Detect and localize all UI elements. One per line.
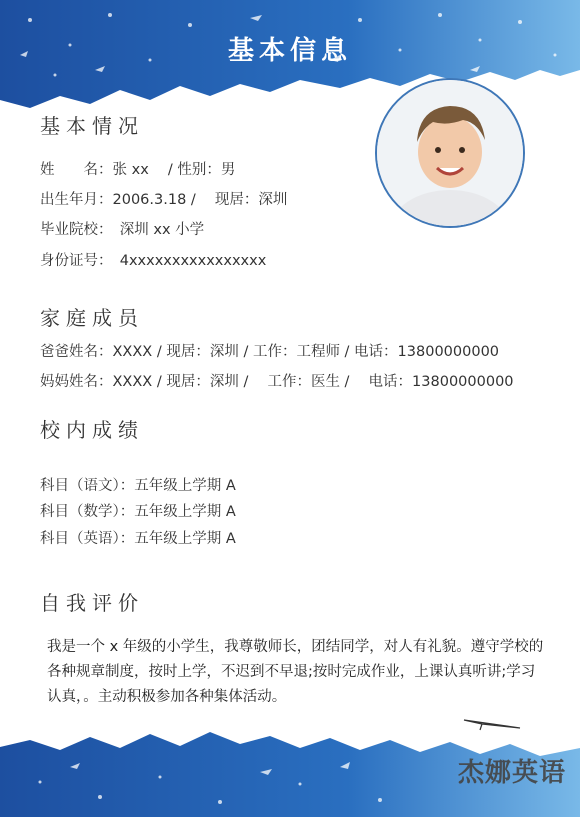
section-heading-basic: 基本情况 xyxy=(40,114,144,138)
family-member-line: 妈妈姓名：XXXX / 现居：深圳 / 工作：医生 / 电话：13800000000 xyxy=(40,374,514,390)
grade-line: 科目（英语）：五年级上学期 A xyxy=(40,531,236,547)
section-heading-family: 家庭成员 xyxy=(40,306,144,330)
grade-line: 科目（数学）：五年级上学期 A xyxy=(40,504,236,520)
basic-info-line: 出生年月：2006.3.18 / 现居：深圳 xyxy=(40,192,288,208)
watermark-logo: 杰娜英语 xyxy=(457,758,566,788)
self-evaluation-text: 我是一个 x 年级的小学生，我尊敬师长，团结同学，对人有礼貌。遵守学校的各种规章制度，按时上学，不迟到不早退;按时完成作业，上课认真听讲;学习认真，。主动积极参加各种集体活动。 xyxy=(47,639,544,705)
basic-info-line: 身份证号： 4xxxxxxxxxxxxxxxx xyxy=(40,253,267,269)
basic-info-line: 毕业院校： 深圳 xx 小学 xyxy=(40,222,205,238)
family-member-line: 爸爸姓名：XXXX / 现居：深圳 / 工作：工程师 / 电话：13800000000 xyxy=(40,344,500,360)
section-heading-grades: 校内成绩 xyxy=(40,418,144,442)
grade-line: 科目（语文）：五年级上学期 A xyxy=(40,478,236,494)
section-heading-self: 自我评价 xyxy=(40,591,144,615)
basic-info-line: 姓 名：张 xx / 性别：男 xyxy=(40,162,236,178)
page-title: 基本信息 xyxy=(227,36,352,66)
avatar-photo xyxy=(375,78,525,228)
